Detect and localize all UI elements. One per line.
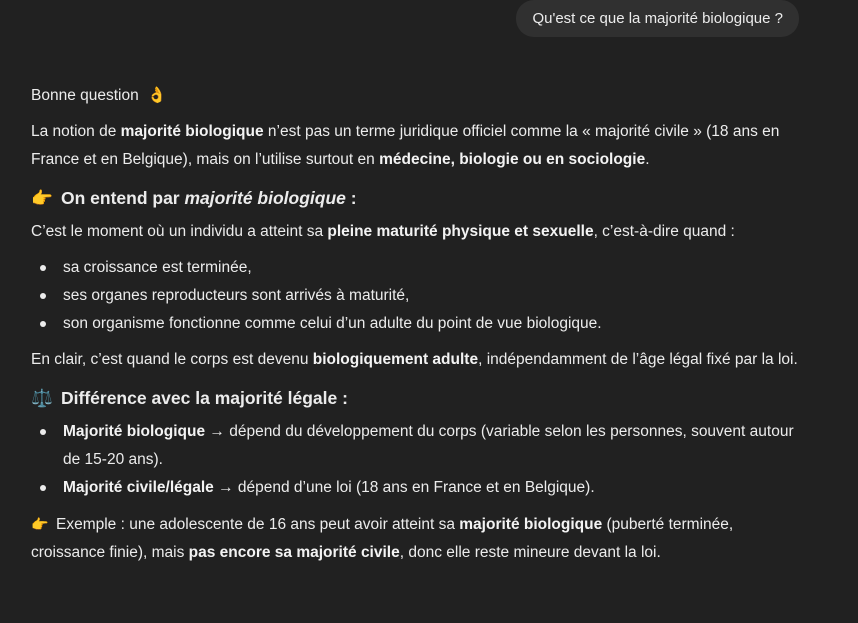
p1-text-a: La notion de <box>31 123 121 140</box>
h1-text-b: : <box>345 188 357 208</box>
heading-definition-text <box>61 184 357 212</box>
list-item-text: → dépend du développement du corps (variable selon les personnes, souvent autour de 15-20 ans). <box>63 423 794 468</box>
list-item: sa croissance est terminée, <box>31 254 811 282</box>
p3-text-a: En clair, c’est quand le corps est devenu <box>31 351 313 368</box>
heading-definition <box>31 184 811 212</box>
p4-text-b: (puberté terminée, croissance finie), mais <box>31 516 734 561</box>
assistant-answer <box>31 82 811 575</box>
list-item: ses organes reproducteurs sont arrivés à maturité, <box>31 282 811 310</box>
h1-italic: majorité biologique <box>184 188 346 208</box>
scales-icon: ⚖️ <box>31 388 53 408</box>
p4-text-a: Exemple : une adolescente de 16 ans peut avoir atteint sa <box>56 516 460 533</box>
list-difference <box>31 418 811 502</box>
p3-bold: biologiquement adulte <box>312 351 479 368</box>
p1-text-b: n’est pas un terme juridique officiel comme la « majorité civile » (18 ans en France et en Belgique), mais on l’utilise surtout en <box>31 123 780 168</box>
list-item-text: → dépend d’une loi (18 ans en France et en Belgique). <box>213 479 595 496</box>
answer-paragraph-2 <box>31 218 811 246</box>
answer-paragraph-1 <box>31 118 811 174</box>
p1-text-c: . <box>645 151 650 168</box>
p3-text-b: , indépendamment de l’âge légal fixé par la loi. <box>478 351 798 368</box>
list-item-bold: Majorité civile/légale <box>63 479 214 496</box>
list-item <box>31 418 811 474</box>
list-item-bold: Majorité biologique <box>63 423 206 440</box>
list-definition <box>31 254 811 338</box>
heading-difference-text: Différence avec la majorité légale : <box>61 388 348 408</box>
pointing-hand-icon: 👉 <box>31 516 49 532</box>
p2-bold: pleine maturité physique et sexuelle <box>327 223 594 240</box>
list-item: son organisme fonctionne comme celui d’un adulte du point de vue biologique. <box>31 310 811 338</box>
p2-text-b: , c’est-à-dire quand : <box>593 223 735 240</box>
p2-text-a: C’est le moment où un individu a atteint sa <box>31 223 328 240</box>
answer-intro <box>31 82 811 110</box>
user-message-bubble <box>516 0 799 37</box>
h1-text-a: On entend par <box>61 188 185 208</box>
p4-text-c: , donc elle reste mineure devant la loi. <box>399 544 661 561</box>
p4-bold-a: majorité biologique <box>459 516 603 533</box>
heading-difference <box>31 384 811 412</box>
p1-bold-a: majorité biologique <box>120 123 264 140</box>
list-item <box>31 474 811 502</box>
p1-bold-b: médecine, biologie ou en sociologie <box>379 151 646 168</box>
user-message-text: Qu'est ce que la majorité biologique ? <box>532 10 783 27</box>
intro-text: Bonne question <box>31 87 139 104</box>
answer-paragraph-example <box>31 510 811 567</box>
pointing-hand-icon: 👉 <box>31 188 53 208</box>
answer-paragraph-3 <box>31 346 811 374</box>
ok-hand-icon: 👌 <box>147 87 167 104</box>
p4-bold-b: pas encore sa majorité civile <box>188 544 400 561</box>
